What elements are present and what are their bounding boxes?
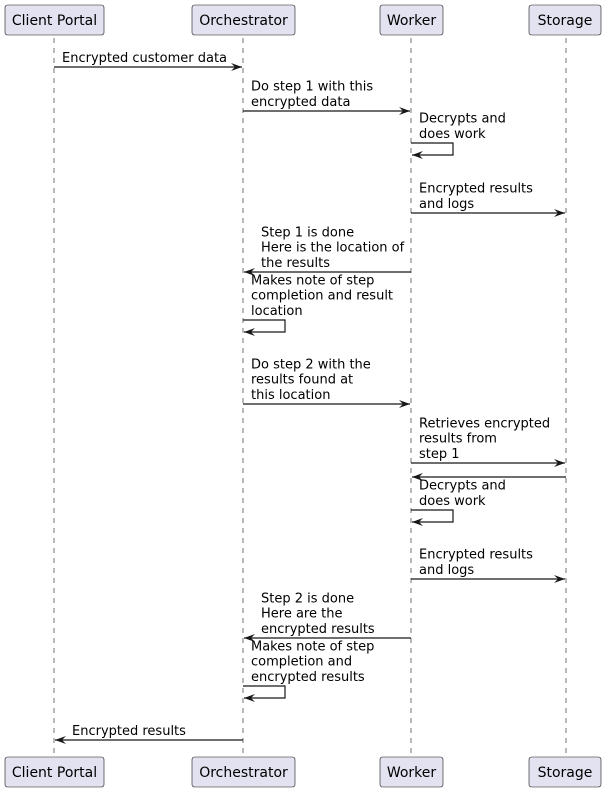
participant-label: Storage [537,13,593,29]
message-label: encrypted data [251,95,351,110]
participant-worker-top [380,5,443,35]
participant-orch-bottom [192,757,295,787]
message-label: Encrypted results [72,724,186,739]
message-label: encrypted results [251,670,365,685]
message-label: Decrypts and [419,478,506,494]
message-label: Do step 1 with this [251,79,374,95]
message [243,357,410,408]
message [411,112,506,159]
participant-storage-bottom [529,757,601,787]
participant-label: Client Portal [11,13,98,29]
message-label: and logs [419,563,475,578]
message [243,273,393,336]
participant-worker-bottom [380,757,443,787]
message-label: completion and [251,654,353,670]
participant-client-bottom [5,757,104,787]
participant-client-top [5,5,104,35]
message [243,80,410,115]
message [55,724,243,744]
message-label: Step 1 is done [261,225,355,241]
participants-top [5,5,601,35]
message [244,591,411,642]
message-label: Do step 2 with the [251,357,371,373]
message-label: Encrypted customer data [62,51,228,66]
message-label: completion and result [251,288,394,304]
participants-bottom [5,757,601,787]
message-label: Makes note of step [251,639,375,655]
participant-label: Worker [386,765,437,781]
message-label: Makes note of step [251,273,375,289]
participant-label: Worker [386,13,437,29]
participant-orch-top [192,5,295,35]
message-label: results from [419,431,497,447]
message-label: does work [419,127,486,142]
participant-storage-top [529,5,601,35]
messages [54,51,566,744]
message-label: does work [419,494,486,509]
message-label: Encrypted results [419,547,533,563]
message-label: Step 2 is done [261,591,355,607]
message-label: Encrypted results [419,181,533,197]
message-label: Here are the [261,606,343,622]
message-label: results found at [251,372,354,388]
message-label: encrypted results [261,622,375,637]
participant-label: Client Portal [11,765,98,781]
participant-label: Storage [537,765,593,781]
message [411,548,565,583]
message-label: step 1 [419,447,460,462]
message-label: and logs [419,197,475,212]
message [54,51,242,71]
message [244,225,411,276]
message-label: this location [251,388,331,403]
message-label: the results [261,256,331,271]
message-label: location [251,304,303,319]
participant-label: Orchestrator [199,13,288,29]
message [411,416,565,467]
message [411,479,506,526]
participant-label: Orchestrator [199,765,288,781]
message-label: Here is the location of [261,240,405,256]
message [411,182,565,217]
message-label: Decrypts and [419,111,506,127]
message [243,639,374,702]
message-label: Retrieves encrypted [419,416,551,432]
